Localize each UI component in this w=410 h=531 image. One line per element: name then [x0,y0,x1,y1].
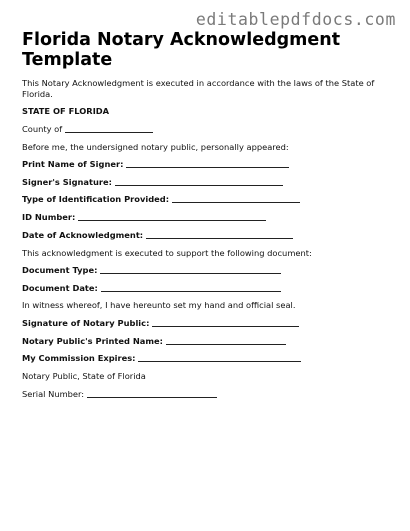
notary-printed-name-line [22,336,286,346]
before-me-statement: Before me, the undersigned notary public, personally appeared: [22,142,289,152]
notary-state-line [22,371,146,381]
signers-signature-blank[interactable] [115,177,283,186]
document-type-line [22,265,281,275]
acknowledgment-date-line [22,230,293,240]
document-date-label: Document Date: [22,283,98,293]
county-label: County of [22,124,63,134]
document-type-label: Document Type: [22,265,98,275]
watermark-text: editablepdfdocs.com [195,10,396,29]
notary-signature-line [22,318,299,328]
county-blank[interactable] [65,124,153,133]
county-line [22,124,153,134]
document-date-blank[interactable] [101,283,281,292]
serial-number-label: Serial Number: [22,389,85,399]
notary-printed-name-label: Notary Public's Printed Name: [22,336,163,346]
commission-expires-label: My Commission Expires: [22,353,136,363]
support-statement: This acknowledgment is executed to support the following document: [22,248,312,258]
id-number-line [22,212,266,222]
identification-type-line [22,194,300,204]
notary-printed-name-blank[interactable] [166,336,286,345]
serial-number-line [22,389,217,399]
acknowledgment-date-blank[interactable] [146,230,293,239]
acknowledgment-date-label: Date of Acknowledgment: [22,230,144,240]
commission-expires-line [22,353,301,363]
witness-statement: In witness whereof, I have hereunto set my hand and official seal. [22,300,296,310]
document-date-line [22,283,281,293]
before-me-line [22,142,289,152]
state-heading-line [22,106,109,116]
print-name-blank[interactable] [126,159,289,168]
commission-expires-blank[interactable] [138,353,301,362]
document-type-blank[interactable] [100,265,281,274]
signers-signature-label: Signer's Signature: [22,177,112,187]
notary-signature-blank[interactable] [152,318,299,327]
signers-signature-line [22,177,283,187]
intro-paragraph: This Notary Acknowledgment is executed in accordance with the laws of the State of Florida. [22,78,375,99]
id-number-label: ID Number: [22,212,76,222]
document-title: Florida Notary Acknowledgment Template [22,30,341,70]
notary-state-text: Notary Public, State of Florida [22,371,146,381]
support-statement-line [22,248,312,258]
witness-statement-line [22,300,296,310]
state-heading: STATE OF FLORIDA [22,106,110,116]
identification-type-blank[interactable] [172,194,300,203]
print-name-label: Print Name of Signer: [22,159,124,169]
notary-signature-label: Signature of Notary Public: [22,318,150,328]
print-name-line [22,159,289,169]
identification-type-label: Type of Identification Provided: [22,194,170,204]
id-number-blank[interactable] [78,212,266,221]
serial-number-blank[interactable] [87,389,217,398]
